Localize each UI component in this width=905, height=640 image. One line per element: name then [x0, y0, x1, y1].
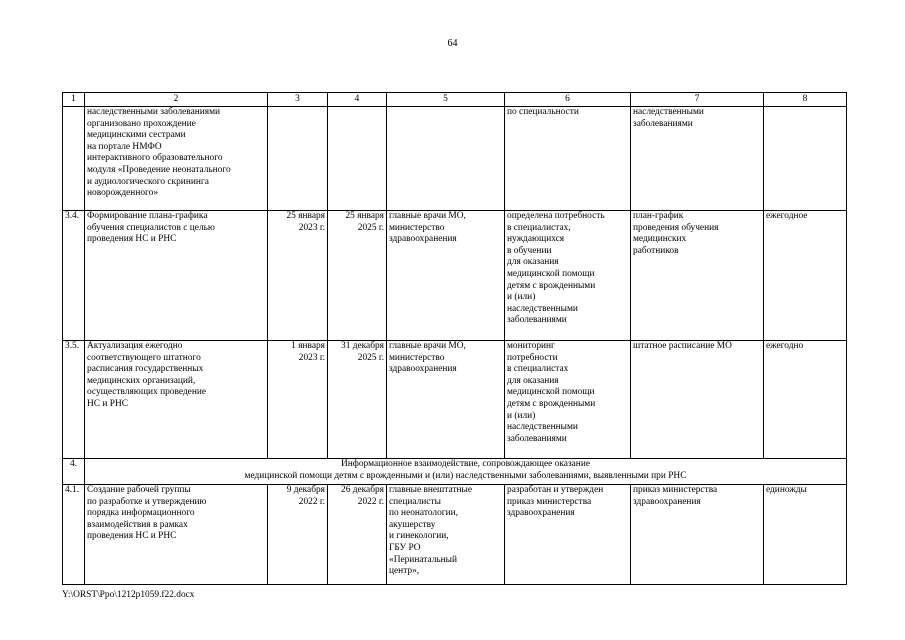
document-cell: штатное расписание МО — [631, 341, 764, 459]
document-cell: план-график проведения обучения медицинских работников — [631, 211, 764, 341]
frequency-cell: единожды — [764, 485, 847, 585]
header-cell: 4 — [328, 93, 387, 107]
measure-cell: Создание рабочей группы по разработке и утверждению порядка информационного взаимодействия в рамках проведения НС и РНС — [85, 485, 268, 585]
measure-cell: Формирование плана-графика обучения специалистов с целью проведения НС и РНС — [85, 211, 268, 341]
start-date-cell: 9 декабря 2022 г. — [268, 485, 328, 585]
row-number: 4.1. — [63, 485, 85, 585]
frequency-cell — [764, 107, 847, 211]
header-cell: 3 — [268, 93, 328, 107]
start-date-cell: 25 января 2023 г. — [268, 211, 328, 341]
end-date-cell — [328, 107, 387, 211]
measure-cell: Актуализация ежегодно соответствующего штатного расписания государственных медицинских организаций, осуществляющих проведение НС и РНС — [85, 341, 268, 459]
header-cell: 5 — [387, 93, 505, 107]
table-header-row — [63, 93, 847, 107]
row-number: 3.4. — [63, 211, 85, 341]
result-cell: мониторинг потребности в специалистах для оказания медицинской помощи детям с врожденными и (или) наследственными заболеваниями — [505, 341, 631, 459]
row-number: 3.5. — [63, 341, 85, 459]
frequency-cell: ежегодно — [764, 341, 847, 459]
plan-table — [62, 92, 847, 585]
executor-cell: главные врачи МО, министерство здравоохранения — [387, 211, 505, 341]
start-date-cell — [268, 107, 328, 211]
start-date-cell: 1 января 2023 г. — [268, 341, 328, 459]
table-row — [63, 485, 847, 585]
footer-file-path: Y:\ORST\Ppo\1212p1059.f22.docx — [62, 590, 195, 600]
end-date-cell: 25 января 2025 г. — [328, 211, 387, 341]
header-cell: 7 — [631, 93, 764, 107]
end-date-cell: 31 декабря 2025 г. — [328, 341, 387, 459]
row-number — [63, 107, 85, 211]
result-cell: разработан и утвержден приказ министерства здравоохранения — [505, 485, 631, 585]
measure-cell: наследственными заболеваниями организовано прохождение медицинскими сестрами на портале НМФО интерактивного образовательного модуля «Проведение неонатального и аудиологического скрининга новорожденного» — [85, 107, 268, 211]
section-number: 4. — [63, 459, 85, 485]
end-date-cell: 26 декабря 2022 г. — [328, 485, 387, 585]
document-cell: приказ министерства здравоохранения — [631, 485, 764, 585]
executor-cell — [387, 107, 505, 211]
result-cell: определена потребность в специалистах, нуждающихся в обучении для оказания медицинской помощи детям с врожденными и (или) наследственными заболеваниями — [505, 211, 631, 341]
executor-cell: главные внештатные специалисты по неонатологии, акушерству и гинекологии, ГБУ РО «Перинатальный центр», — [387, 485, 505, 585]
table-row — [63, 341, 847, 459]
table-row — [63, 211, 847, 341]
header-cell: 1 — [63, 93, 85, 107]
header-cell: 8 — [764, 93, 847, 107]
header-cell: 2 — [85, 93, 268, 107]
result-cell: по специальности — [505, 107, 631, 211]
header-cell: 6 — [505, 93, 631, 107]
page-number: 64 — [447, 38, 458, 49]
section-title: Информационное взаимодействие, сопровождающее оказание медицинской помощи детям с врожденными и (или) наследственными заболеваниями, выявленными при РНС — [85, 459, 847, 485]
executor-cell: главные врачи МО, министерство здравоохранения — [387, 341, 505, 459]
section-row — [63, 459, 847, 485]
document-cell: наследственными заболеваниями — [631, 107, 764, 211]
table-row — [63, 107, 847, 211]
frequency-cell: ежегодное — [764, 211, 847, 341]
